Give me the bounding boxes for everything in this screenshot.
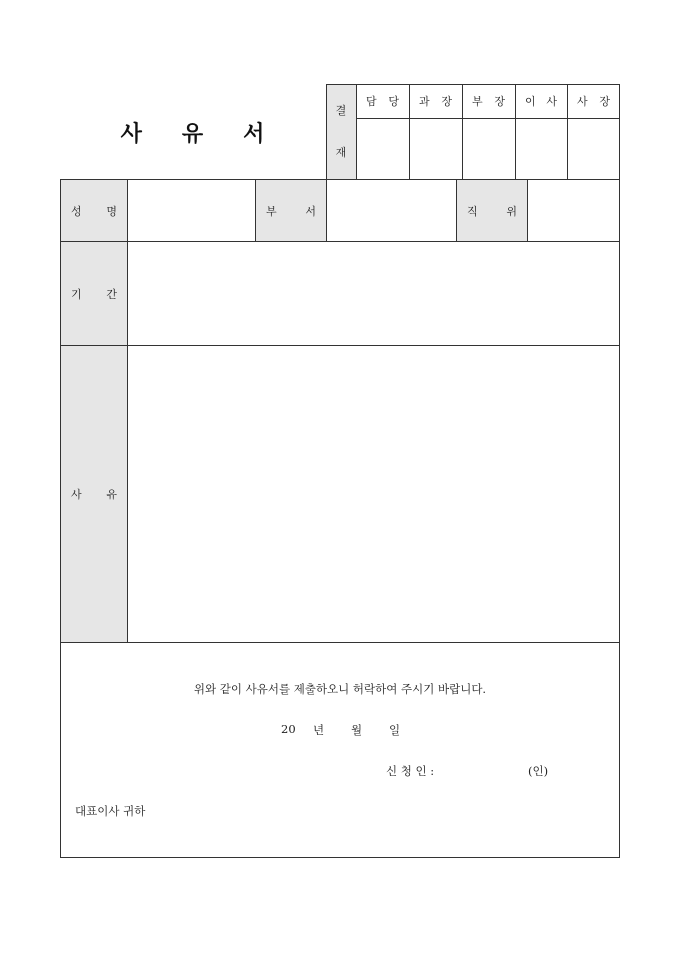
divider [326, 84, 327, 180]
period-input[interactable] [128, 243, 619, 344]
role-char: 장 [599, 95, 610, 108]
divider [326, 84, 620, 85]
label-char: 기 [71, 287, 82, 301]
divider [60, 642, 620, 643]
dept-input[interactable] [327, 181, 456, 240]
divider [462, 84, 463, 180]
approval-role-sajang [567, 84, 620, 118]
role-char: 장 [441, 95, 452, 108]
role-char: 당 [388, 95, 399, 108]
label-char: 사 [71, 488, 82, 501]
role-char: 이 [525, 95, 536, 108]
document-title [60, 110, 325, 154]
label-char: 서 [305, 204, 316, 218]
divider [60, 345, 620, 346]
label-dept [256, 180, 326, 241]
role-char: 과 [419, 95, 430, 108]
applicant-name-input[interactable] [450, 760, 520, 778]
divider [527, 179, 528, 242]
approval-sign-box[interactable] [463, 119, 514, 178]
approval-sign-box[interactable] [410, 119, 461, 178]
approval-sign-box[interactable] [568, 119, 619, 178]
divider [409, 84, 410, 180]
statement-text: 위와 같이 사유서를 제출하오니 허락하여 주시기 바랍니다. [193, 682, 487, 696]
divider [60, 179, 61, 858]
approval-sign-box[interactable] [516, 119, 566, 178]
divider [515, 84, 516, 180]
label-name [61, 180, 127, 241]
label-char: 명 [106, 204, 117, 218]
title-char: 유 [181, 120, 204, 147]
divider [60, 241, 620, 242]
approval-role-damdang [356, 84, 409, 118]
divider [255, 179, 256, 242]
applicant-label: 신 청 인 : [386, 764, 435, 778]
label-char: 유 [106, 488, 117, 501]
approval-sign-box[interactable] [357, 119, 408, 178]
approval-role-bujang [462, 84, 515, 118]
label-char: 위 [506, 204, 517, 218]
label-char: 간 [106, 287, 117, 301]
divider [60, 857, 620, 858]
divider [60, 179, 620, 180]
date-month: 월 [351, 723, 363, 737]
divider [356, 118, 620, 119]
label-char: 직 [467, 204, 478, 218]
seal-mark: (인) [528, 764, 549, 778]
title-char: 서 [243, 120, 265, 147]
reason-input[interactable] [128, 347, 619, 641]
date-year: 년 [313, 723, 325, 737]
divider [456, 179, 457, 242]
date-prefix: 20 [281, 722, 296, 736]
label-reason [61, 346, 127, 642]
label-char: 부 [266, 204, 277, 218]
label-char: 성 [71, 204, 82, 218]
name-input[interactable] [128, 181, 255, 240]
approval-label-top: 결 [335, 104, 347, 117]
approval-label-cell [326, 84, 356, 179]
addressee: 대표이사 귀하 [75, 804, 146, 818]
role-char: 사 [577, 95, 588, 108]
divider [326, 179, 327, 242]
role-char: 담 [366, 95, 377, 108]
divider [619, 84, 620, 858]
date-day: 일 [389, 723, 401, 737]
label-period [61, 242, 127, 345]
approval-label-bottom: 재 [335, 146, 347, 159]
position-input[interactable] [528, 181, 619, 240]
approval-role-gwajang [409, 84, 462, 118]
title-char: 사 [120, 120, 142, 147]
divider [356, 84, 357, 180]
role-char: 사 [546, 95, 557, 108]
role-char: 부 [472, 95, 483, 108]
approval-role-isa [515, 84, 567, 118]
label-position [457, 180, 527, 241]
divider [567, 84, 568, 180]
role-char: 장 [494, 95, 505, 108]
divider [127, 179, 128, 643]
